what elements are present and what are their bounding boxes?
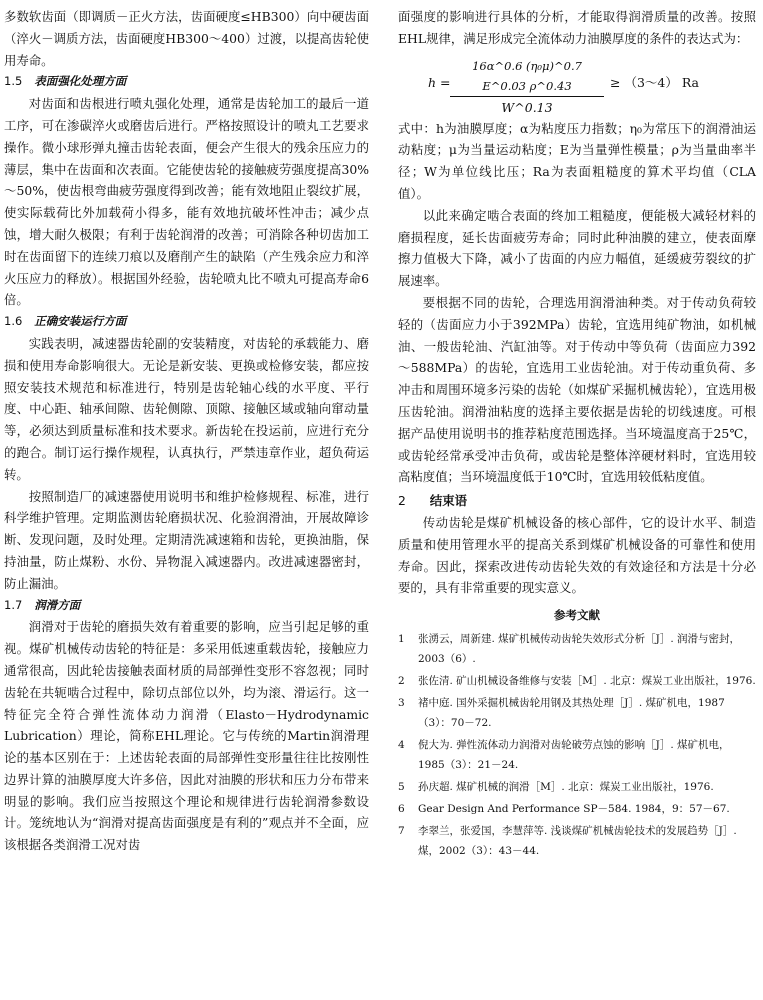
section-number: 1.6 [4, 314, 23, 329]
reference-number: 5 [398, 780, 405, 793]
section-title: 润滑方面 [34, 597, 81, 612]
reference-number: 3 [398, 696, 405, 709]
section-1-7-heading [4, 595, 369, 617]
section-1-5-paragraph: 对齿面和齿根进行喷丸强化处理，通常是齿轮加工的最后一道工序，可在渗碳淬火或磨齿后进行。严格按照设计的喷丸工艺要求操作。微小球形弹丸撞击齿轮表面，便会产生很大的残余压应力的薄层，集中在齿面和次表面。它能使齿轮的接触疲劳强度提高30%～50%，使齿根弯曲疲劳强度得到改善；能有效地阻止裂纹扩展，使实际载荷比外加载荷小得多，能有效地抗破坏性冲击；减少点蚀，增大耐久极限；有利于齿轮润滑的改善；可消除各种切齿加工时在齿面留下的连续刀痕以及磨削产生的缺陷（产生残余应力和淬火压应力的释放）。根据国外经验，齿轮喷丸比不喷丸可提高寿命6倍。 [4, 96, 369, 308]
reference-text: Gear Design And Performance SP－584. 1984，9：57－67. [418, 802, 730, 815]
references-title: 参考文献 [554, 608, 600, 623]
intro-paragraph: 多数软齿面（即调质－正火方法，齿面硬度≤HB300）向中硬齿面（淬火－调质方法，齿面硬度HB300～400）过渡，以提高齿轮使用寿命。 [4, 9, 369, 68]
right-column [398, 6, 756, 863]
section-1-6-paragraph-1: 实践表明，减速器齿轮副的安装精度，对齿轮的承载能力、磨损和使用寿命影响很大。无论是新安装、更换或检修安装，都应按照安装技术规范和标准进行，特别是齿轮轴心线的水平度、平行度、中心距、轴承间隙、齿轮侧隙、顶隙、接触区域或轴向窜动量等，必须达到质量标准和技术要求。新齿轮在投运前，应进行充分的跑合。制订运行操作规程，认真执行，严禁违章作业，超负荷运转。 [4, 335, 369, 482]
reference-text: 李翠兰，张爱国，李慧萍等. 浅谈煤矿机械齿轮技术的发展趋势［J］. 煤，2002（3）：43－44. [418, 824, 737, 857]
reference-item [398, 777, 756, 797]
reference-number: 1 [398, 632, 405, 645]
formula-rhs: ≥ （3～4） Ra [610, 74, 699, 90]
reference-number: 6 [398, 802, 405, 815]
section-title: 正确安装运行方面 [34, 314, 127, 329]
formula-numerator: 16α^0.6 (η₀μ)^0.7 E^0.03 ρ^0.43 [450, 56, 604, 97]
left-column [4, 6, 369, 856]
section-1-7-paragraph: 润滑对于齿轮的磨损失效有着重要的影响，应当引起足够的重视。煤矿机械传动齿轮的特征是：多采用低速重载齿轮，接触应力通常很高，因此轮齿接触表面材质的局部弹性变形不容忽视；同时齿轮在共轭啮合过程中，除切点部位以外，均为滚、滑运行。这一特征完全符合弹性流体动力润滑（Elasto－Hydrodynamic Lubrication）理论，简称EHL理论。它与传统的Martin润滑理论的基本区别在于：上述齿轮表面的局部弹性变形量往往比按刚性边界计算的油膜厚度大许多倍，因此对油膜的形状和压力分布带来明显的影响。我们应当按照这个理论和规律进行齿轮润滑参数设计。笼统地认为“润滑对提高齿面强度是有利的”观点并不全面，应该根据各类润滑工况对齿 [4, 619, 369, 853]
reference-text: 孙庆超. 煤矿机械的润滑［M］. 北京：煤炭工业出版社，1976. [418, 780, 714, 793]
reference-number: 4 [398, 738, 405, 751]
reference-text: 张湧云，周新建. 煤矿机械传动齿轮失效形式分析［J］. 润滑与密封，2003（6）. [418, 632, 741, 665]
reference-text: 倪大为. 弹性流体动力润滑对齿轮破劳点蚀的影响［J］. 煤矿机电，1985（3）：21－24. [418, 738, 730, 771]
reference-item [398, 671, 756, 691]
symbols-paragraph: 式中：h为油膜厚度；α为粘度压力指数；η₀为常压下的润滑油运动粘度；μ为当量运动粘度；E为当量弹性模量；ρ为当量曲率半径；W为单位线比压；Ra为表面粗糙度的算术平均值（CLA值）。 [398, 120, 756, 201]
formula-lhs: h = [428, 74, 451, 90]
conclusion-paragraph: 传动齿轮是煤矿机械设备的核心部件，它的设计水平、制造质量和使用管理水平的提高关系到煤矿机械设备的可靠性和使用寿命。因此，探索改进传动齿轮失效的有效途径和方法是十分必要的，具有非常重要的现实意义。 [398, 514, 756, 596]
reference-item [398, 693, 756, 733]
section-number: 1.7 [4, 597, 23, 612]
reference-number: 7 [398, 824, 405, 837]
ehl-formula [398, 50, 756, 118]
reference-item [398, 629, 756, 669]
section-1-5-heading [4, 71, 369, 93]
formula-fraction [450, 56, 604, 119]
continued-paragraph: 面强度的影响进行具体的分析，才能取得润滑质量的改善。按照EHL规律，满足形成完全流体动力油膜厚度的条件的表达式为： [398, 9, 756, 46]
reference-item [398, 799, 756, 819]
oil-selection-paragraph: 要根据不同的齿轮，合理选用润滑油种类。对于传动负荷较轻的（齿面应力小于392MPa）齿轮，宜选用纯矿物油，如机械油、一般齿轮油、汽缸油等。对于传动中等负荷（齿面应力392～588MPa）的齿轮，宜选用工业齿轮油。对于传动重负荷、多冲击和周围环境多污染的齿轮（如煤矿采掘机械齿轮），宜选用极压齿轮油。润滑油粘度的选择主要依据是齿轮的切线速度。可根据产品使用说明书的推荐粘度范围选择。当环境温度高于25℃，或齿轮经常承受冲击负荷，或齿轮是整体淬硬材料时，宜选用较高粘度值；当环境温度低于10℃时，宜选用较低粘度值。 [398, 294, 756, 485]
reference-text: 张佐清. 矿山机械设备维修与安装［M］. 北京：煤炭工业出版社，1976. [418, 674, 756, 687]
section-title: 结束语 [429, 493, 468, 509]
section-1-6-heading [4, 311, 369, 333]
references-list [398, 629, 756, 861]
section-1-6-paragraph-2: 按照制造厂的减速器使用说明书和维护检修规程、标准，进行科学维护管理。定期监测齿轮磨损状况、化验润滑油，开展故障诊断、发现问题，及时处理。定期清洗减速箱和齿轮，更换油脂，保持油量，防止煤粉、水份、异物混入减速器内。改进减速器密封，防止漏油。 [4, 488, 369, 591]
section-title: 表面强化处理方面 [34, 74, 127, 89]
section-number: 2 [398, 493, 406, 509]
reference-item [398, 821, 756, 861]
section-2-heading [398, 490, 756, 512]
formula-denominator: W^0.13 [501, 99, 553, 115]
section-number: 1.5 [4, 74, 23, 89]
reference-item [398, 735, 756, 775]
reference-number: 2 [398, 674, 405, 687]
reference-text: 褚中庭. 国外采掘机械齿轮用钢及其热处理［J］. 煤矿机电，1987（3）：70－72. [418, 696, 725, 729]
effect-paragraph: 以此来确定啮合表面的终加工粗糙度，便能极大减轻材料的磨损程度，延长齿面疲劳寿命；同时此种油膜的建立，使表面摩擦力值极大下降，减小了齿面的内应力幅值，延缓疲劳裂纹的扩展速率。 [398, 207, 756, 289]
